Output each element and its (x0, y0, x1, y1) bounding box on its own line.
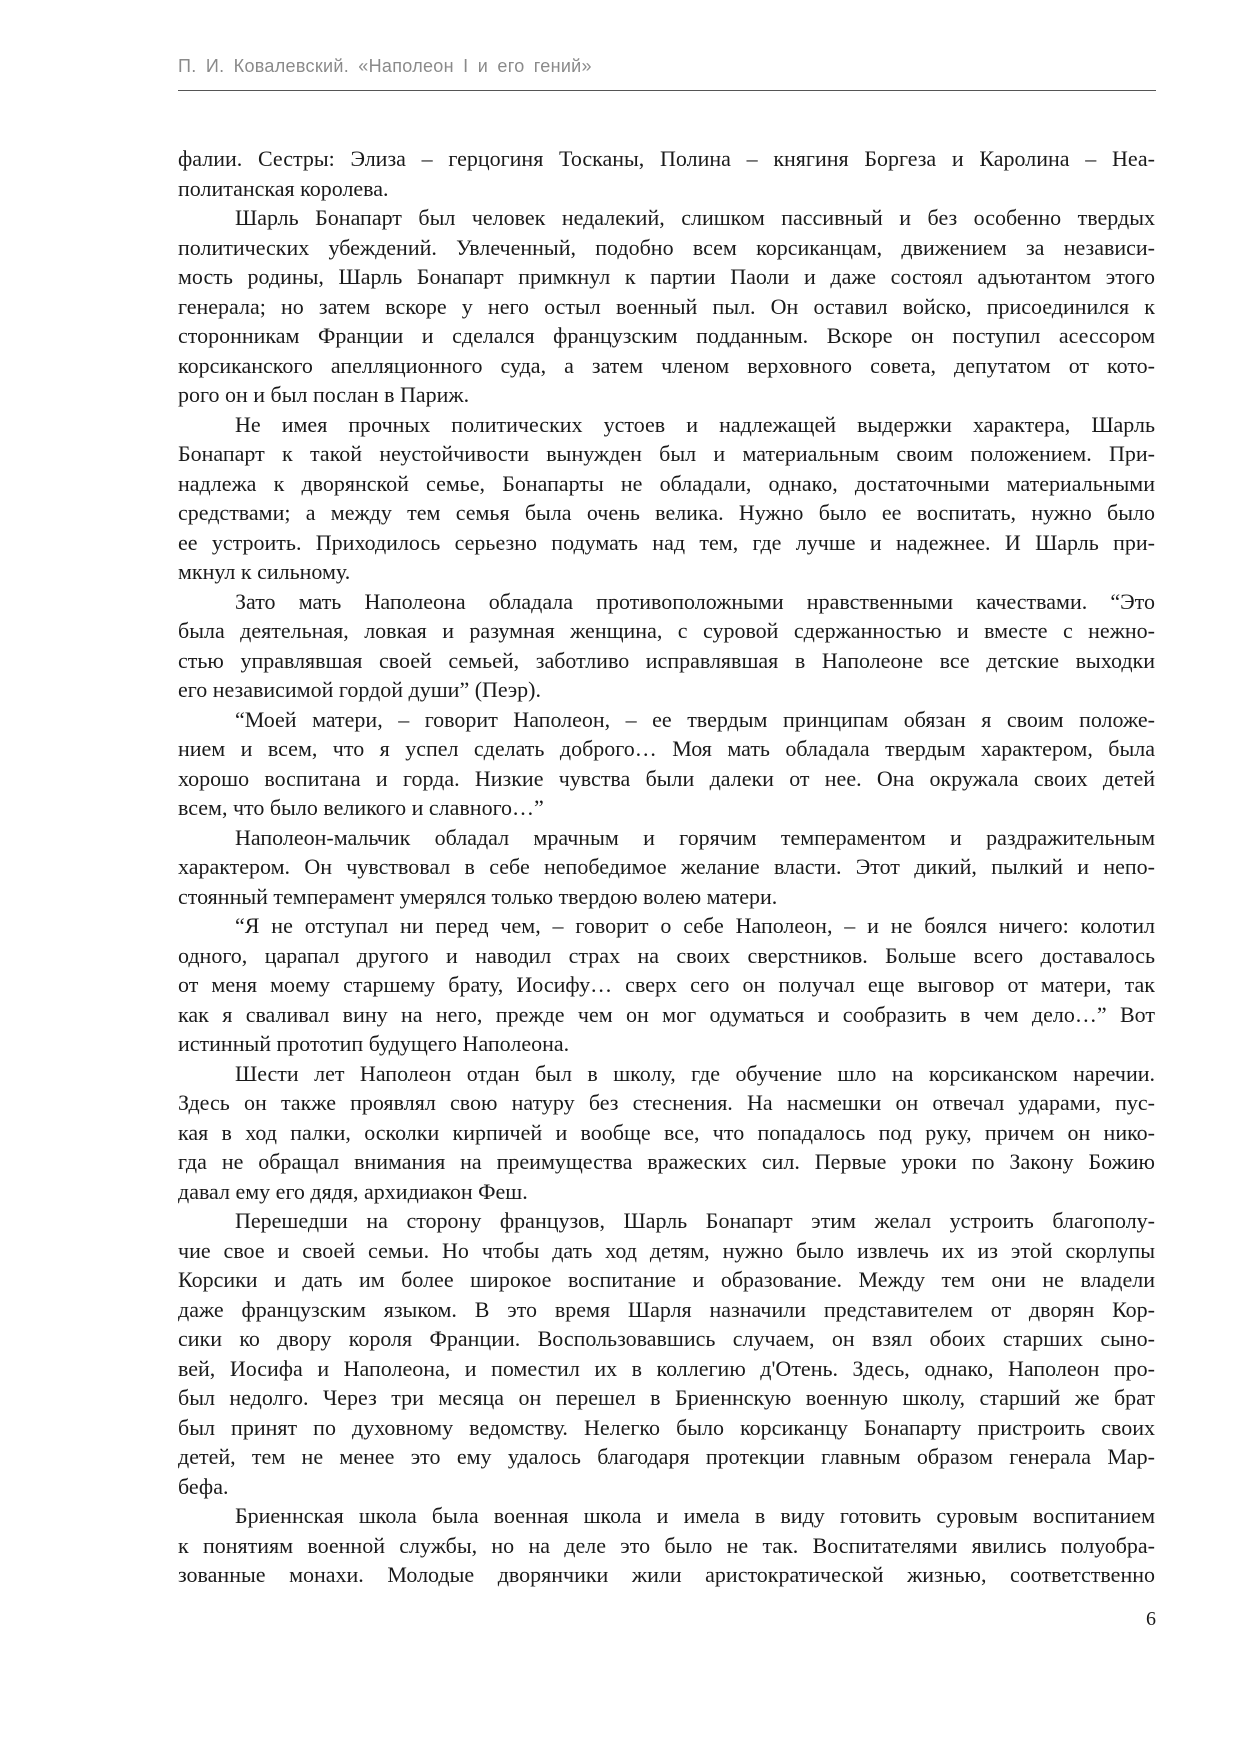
text-line: Шарль Бонапарт был человек недалекий, слишком пассивный и без особенно твердых (235, 205, 1155, 230)
text-line: генерала; но затем вскоре у него остыл военный пыл. Он оставил войско, присоединился к (178, 293, 1155, 319)
text-line: был принят по духовному ведомству. Нелегко было корсиканцу Бонапарту пристроить своих (178, 1414, 1155, 1440)
text-line: “Я не отступал ни перед чем, – говорит о себе Наполеон, – и не боялся ничего: колотил (235, 913, 1155, 938)
text-line: Не имея прочных политических устоев и надлежащей выдержки характера, Шарль (235, 411, 1155, 437)
text-line: Бриеннская школа была военная школа и имела в виду готовить суровым воспитанием (235, 1503, 1155, 1528)
running-header (178, 56, 1156, 91)
text-line: нием и всем, что я успел сделать доброго… Моя мать обладала твердым характером, была (178, 736, 1155, 761)
text-line: политических убеждений. Увлеченный, подобно всем корсиканцам, движением за независи- (178, 234, 1155, 260)
paragraph (178, 1501, 1155, 1590)
paragraph (178, 144, 1155, 203)
paragraph (178, 823, 1155, 912)
text-line: детей, тем не менее это ему удалось благодаря протекции главным образом генерала Мар- (178, 1444, 1155, 1469)
text-line: “Моей матери, – говорит Наполеон, – ее твердым принципам обязан я своим положе- (235, 706, 1155, 732)
page-number: 6 (1146, 1608, 1156, 1630)
paragraph (178, 1059, 1155, 1207)
text-line: была деятельная, ловкая и разумная женщина, с суровой сдержанностью и вместе с нежно- (178, 618, 1155, 643)
text-line: Корсики и дать им более широкое воспитание и образование. Между тем они не владели (178, 1267, 1155, 1292)
text-line: гда не обращал внимания на преимущества вражеских сил. Первые уроки по Закону Божию (178, 1149, 1155, 1174)
paragraph (178, 203, 1155, 410)
text-line: сики ко двору короля Франции. Воспользовавшись случаем, он взял обоих старших сыно- (178, 1326, 1155, 1351)
text-line: давал ему его дядя, архидиакон Феш. (178, 1178, 528, 1204)
paragraph (178, 1206, 1155, 1501)
text-line: истинный прототип будущего Наполеона. (178, 1031, 570, 1056)
text-line: мость родины, Шарль Бонапарт примкнул к партии Паоли и даже состоял адъютантом этого (178, 264, 1155, 289)
text-line: кая в ход палки, осколки кирпичей и вообще все, что попадалось под руку, причем он нико- (178, 1119, 1155, 1145)
text-line: был недолго. Через три месяца он перешел в Бриеннскую военную школу, старший же брат (178, 1385, 1155, 1410)
text-line: Наполеон-мальчик обладал мрачным и горячим темпераментом и раздражительным (235, 824, 1155, 850)
text-line: Зато мать Наполеона обладала противоположными нравственными качествами. “Это (235, 588, 1155, 614)
text-line: Здесь он также проявлял свою натуру без стеснения. На насмешки он отвечал ударами, пус- (178, 1090, 1155, 1115)
text-line: рого он и был послан в Париж. (178, 382, 470, 407)
text-line: чие свое и своей семьи. Но чтобы дать ход детям, нужно было извлечь их из этой скорлупы (178, 1237, 1155, 1263)
text-line: от меня моему старшему брату, Иосифу… сверх сего он получал еще выговор от матери, так (178, 972, 1155, 997)
text-line: корсиканского апелляционного суда, а затем членом верховного совета, депутатом от кото- (178, 352, 1155, 378)
text-line: ее устроить. Приходилось серьезно подумать над тем, где лучше и надежнее. И Шарль при- (178, 529, 1155, 555)
text-line: как я сваливал вину на него, прежде чем он мог одуматься и сообразить в чем дело…” Вот (178, 1001, 1155, 1027)
text-line: средствами; а между тем семья была очень велика. Нужно было ее воспитать, нужно было (178, 500, 1155, 525)
text-line: одного, царапал другого и наводил страх на своих сверстников. Больше всего доставалось (178, 942, 1155, 968)
text-line: к понятиям военной службы, но на деле это было не так. Воспитателями явились полуобра- (178, 1532, 1155, 1558)
text-line: Шести лет Наполеон отдан был в школу, где обучение шло на корсиканском наречии. (235, 1060, 1155, 1086)
text-line: сторонникам Франции и сделался французским подданным. Вскоре он поступил асессором (178, 323, 1155, 348)
text-line: хорошо воспитана и горда. Низкие чувства были далеки от нее. Она окружала своих детей (178, 765, 1155, 791)
paragraph (178, 705, 1155, 823)
paragraph (178, 911, 1155, 1059)
text-line: зованные монахи. Молодые дворянчики жили аристократической жизнью, соответственно (178, 1562, 1155, 1587)
text-line: всем, что было великого и славного…” (178, 795, 544, 820)
text-line: мкнул к сильному. (178, 559, 351, 584)
body-text (178, 144, 1155, 1590)
text-line: бефа. (178, 1473, 229, 1499)
text-line: его независимой гордой души” (Пеэр). (178, 677, 541, 702)
text-line: стью управлявшая своей семьей, заботливо исправлявшая в Наполеоне все детские выходки (178, 647, 1155, 673)
text-line: Бонапарт к такой неустойчивости вынужден был и материальным своим положением. При- (178, 441, 1155, 466)
running-header-text: П. И. Ковалевский. «Наполеон I и его гений» (178, 56, 592, 76)
paragraph (178, 410, 1155, 587)
text-line: даже французским языком. В это время Шарля назначили представителем от дворян Кор- (178, 1296, 1155, 1322)
text-line: Перешедши на сторону французов, Шарль Бонапарт этим желал устроить благополу- (235, 1208, 1155, 1233)
paragraph (178, 587, 1155, 705)
text-line: политанская королева. (178, 175, 389, 201)
text-line: вей, Иосифа и Наполеона, и поместил их в коллегию д'Отень. Здесь, однако, Наполеон про- (178, 1355, 1155, 1381)
text-line: надлежа к дворянской семье, Бонапарты не обладали, однако, достаточными материальными (178, 470, 1155, 496)
text-line: стоянный темперамент умерялся только твердою волею матери. (178, 883, 778, 909)
text-line: фалии. Сестры: Элиза – герцогиня Тосканы, Полина – княгиня Боргеза и Каролина – Неа- (178, 146, 1155, 171)
text-line: характером. Он чувствовал в себе непобедимое желание власти. Этот дикий, пылкий и непо- (178, 854, 1155, 879)
